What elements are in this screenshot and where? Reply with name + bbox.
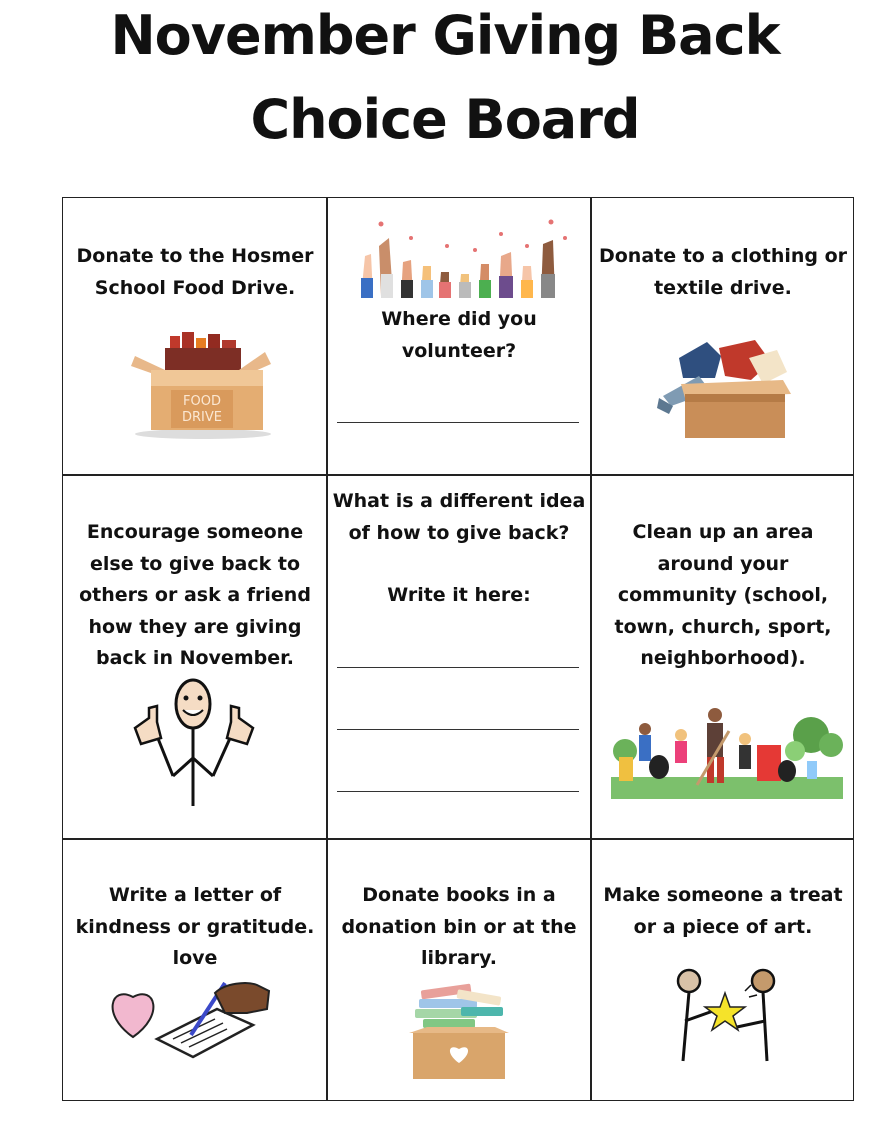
cell-food-drive — [63, 198, 327, 475]
clothing-box-icon — [659, 336, 795, 440]
cell-text: What is a different idea of how to give back? — [332, 490, 586, 544]
food-box-icon — [125, 330, 275, 440]
board-title-line-2: Choice Board — [250, 88, 640, 151]
cell-clean-up — [591, 475, 855, 839]
answer-line — [337, 422, 579, 423]
answer-line — [337, 791, 579, 792]
cell-text: Donate books in a donation bin or at the library. — [341, 884, 577, 969]
cell-text: Write a letter of kindness or gratitude. love — [75, 884, 315, 969]
community-cleanup-icon — [611, 705, 843, 801]
heart-letter-icon — [107, 979, 287, 1061]
cell-different-idea — [327, 475, 591, 839]
answer-line — [337, 729, 579, 730]
cell-text: Make someone a treat or a piece of art. — [603, 884, 843, 938]
book-donation-box-icon — [409, 979, 509, 1081]
cell-text: Donate to a clothing or textile drive. — [598, 245, 848, 299]
cell-letter — [63, 839, 327, 1102]
cell-text: Write it here: — [387, 584, 531, 606]
cell-text: Encourage someone else to give back to others or ask a friend how they are giving back in November. — [79, 521, 311, 669]
cell-encourage — [63, 475, 327, 839]
food-drive-label: FOOD — [183, 394, 221, 409]
cell-treat-art — [591, 839, 855, 1102]
cell-text: Clean up an area around your community (school, town, church, sport, neighborhood). — [614, 521, 832, 669]
thumbs-up-person-icon — [127, 678, 261, 808]
cell-clothing-drive — [591, 198, 855, 475]
cell-text: Where did you volunteer? — [381, 308, 537, 362]
svg-text:DRIVE: DRIVE — [182, 410, 222, 425]
board-title-line-1: November Giving Back — [110, 4, 780, 67]
giving-star-icon — [667, 967, 783, 1063]
answer-line — [337, 667, 579, 668]
choice-grid — [62, 197, 854, 1101]
cell-books — [327, 839, 591, 1102]
raised-hands-icon — [351, 216, 571, 302]
cell-text: Donate to the Hosmer School Food Drive. — [76, 245, 314, 299]
cell-volunteer — [327, 198, 591, 475]
